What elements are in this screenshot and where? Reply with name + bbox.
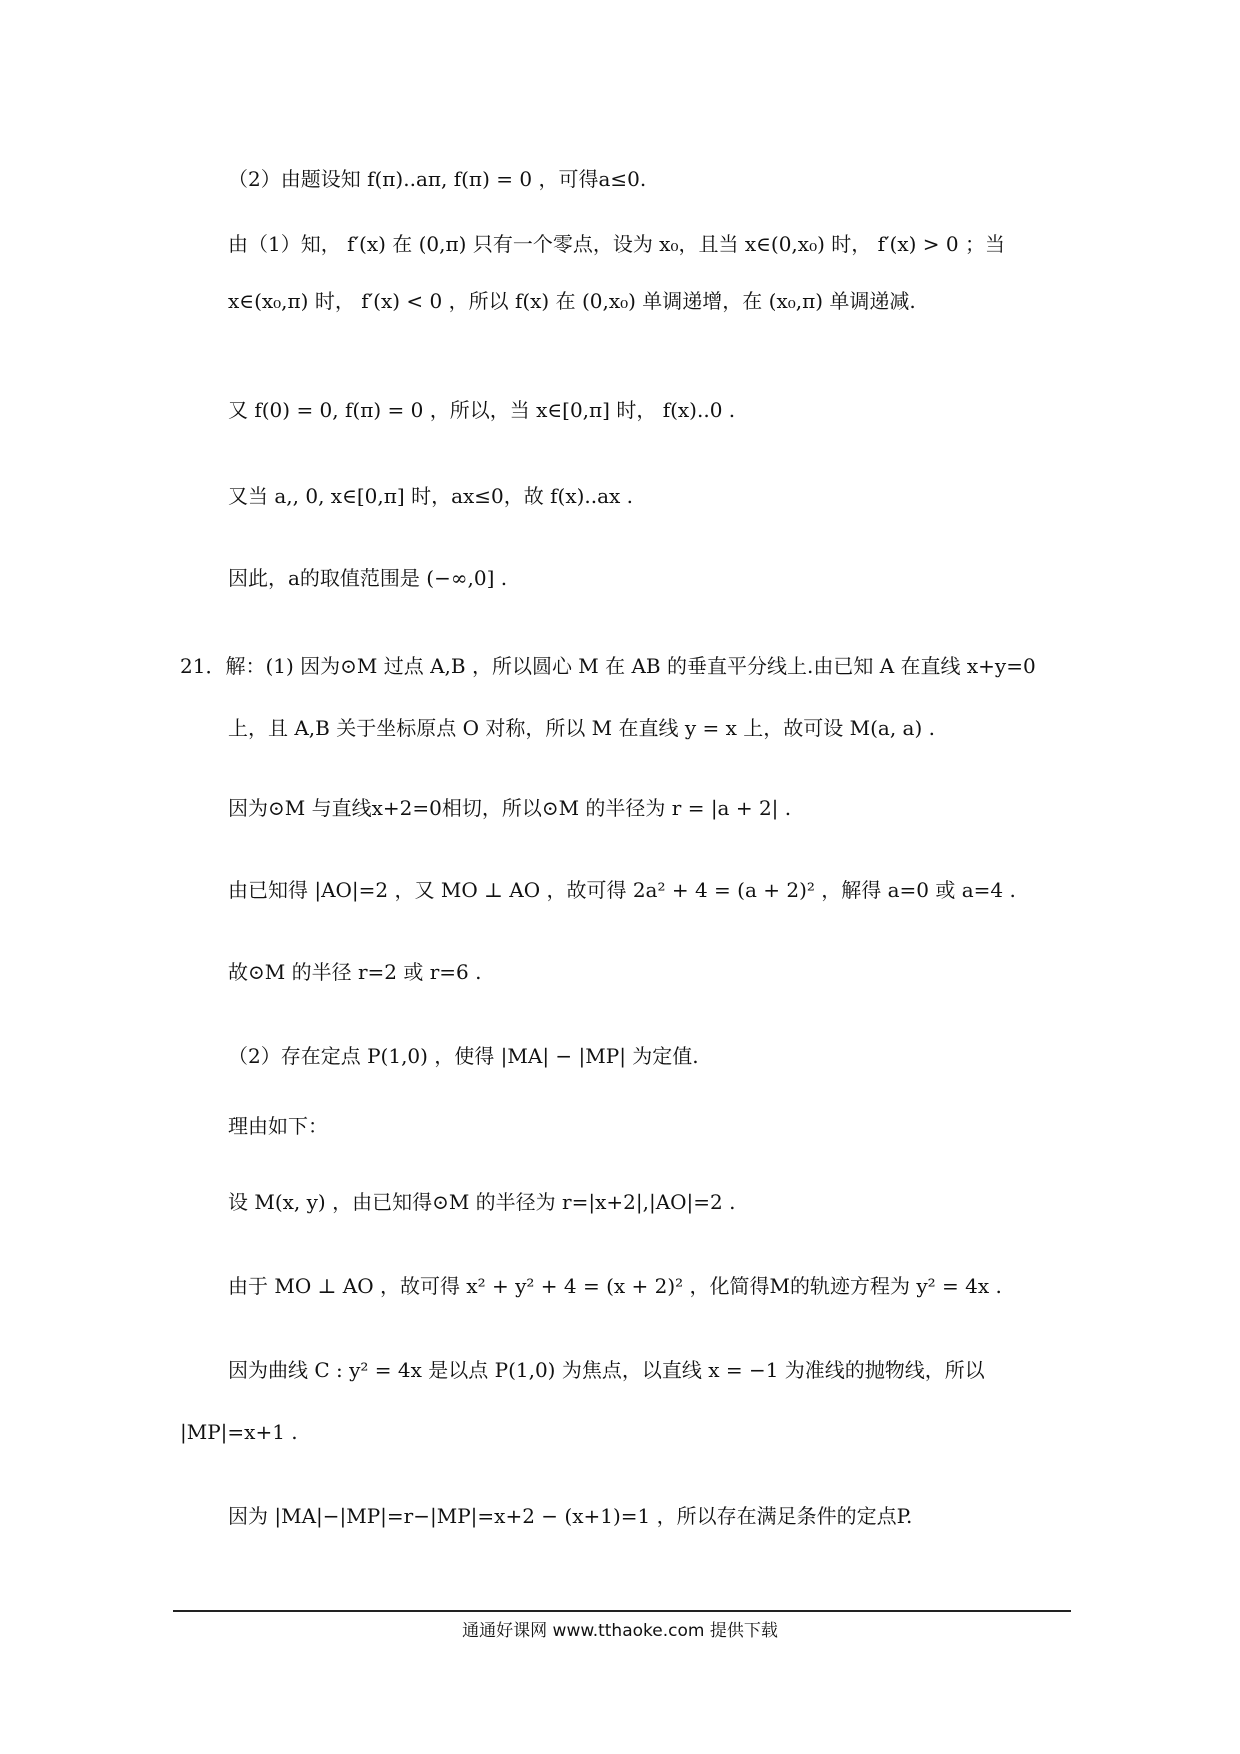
text-line: 上，且 A,B 关于坐标原点 O 对称，所以 M 在直线 y = x 上，故可设 M(a, a) . (228, 716, 936, 740)
text-line: 因为曲线 C : y² = 4x 是以点 P(1,0) 为焦点，以直线 x = −1 为准线的抛物线，所以 (228, 1358, 985, 1382)
footer-text: 通通好课网 www.tthaoke.com 提供下载 (462, 1621, 778, 1641)
text-line: 理由如下： (228, 1114, 328, 1138)
text-line: （2）由题设知 f(π)..aπ, f(π) = 0 ，可得a≤0. (228, 167, 647, 191)
text-line: 因为⊙M 与直线x+2=0相切，所以⊙M 的半径为 r = |a + 2| . (228, 796, 792, 820)
text-line: |MP|=x+1 . (180, 1420, 298, 1444)
text-line: 故⊙M 的半径 r=2 或 r=6 . (228, 960, 482, 984)
text-line: （2）存在定点 P(1,0) ，使得 |MA| − |MP| 为定值. (228, 1044, 699, 1068)
text-line: 因此，a的取值范围是 (−∞,0] . (228, 566, 508, 590)
text-line: 由于 MO ⊥ AO ，故可得 x² + y² + 4 = (x + 2)² ，化简得M的轨迹方程为 y² = 4x . (228, 1274, 1002, 1298)
text-line: 21．解：(1) 因为⊙M 过点 A,B ，所以圆心 M 在 AB 的垂直平分线上.由已知 A 在直线 x+y=0 (180, 654, 1036, 678)
text-line: x∈(x₀,π) 时， f′(x) < 0 ，所以 f(x) 在 (0,x₀) 单调递增，在 (x₀,π) 单调递减. (228, 289, 916, 313)
text-line: 又 f(0) = 0, f(π) = 0 ，所以，当 x∈[0,π] 时， f(x)..0 . (228, 398, 736, 422)
text-line: 由已知得 |AO|=2 ，又 MO ⊥ AO ，故可得 2a² + 4 = (a + 2)² ，解得 a=0 或 a=4 . (228, 878, 1016, 902)
text-line: 设 M(x, y) ，由已知得⊙M 的半径为 r=|x+2|,|AO|=2 . (228, 1190, 736, 1214)
footer-divider (173, 1610, 1071, 1612)
text-line: 又当 a,, 0, x∈[0,π] 时，ax≤0，故 f(x)..ax . (228, 484, 634, 508)
text-line: 因为 |MA|−|MP|=r−|MP|=x+2 − (x+1)=1 ，所以存在满足条件的定点P. (228, 1504, 913, 1528)
text-line: 由（1）知， f′(x) 在 (0,π) 只有一个零点，设为 x₀，且当 x∈(0,x₀) 时， f′(x) > 0 ；当 (228, 232, 1005, 256)
